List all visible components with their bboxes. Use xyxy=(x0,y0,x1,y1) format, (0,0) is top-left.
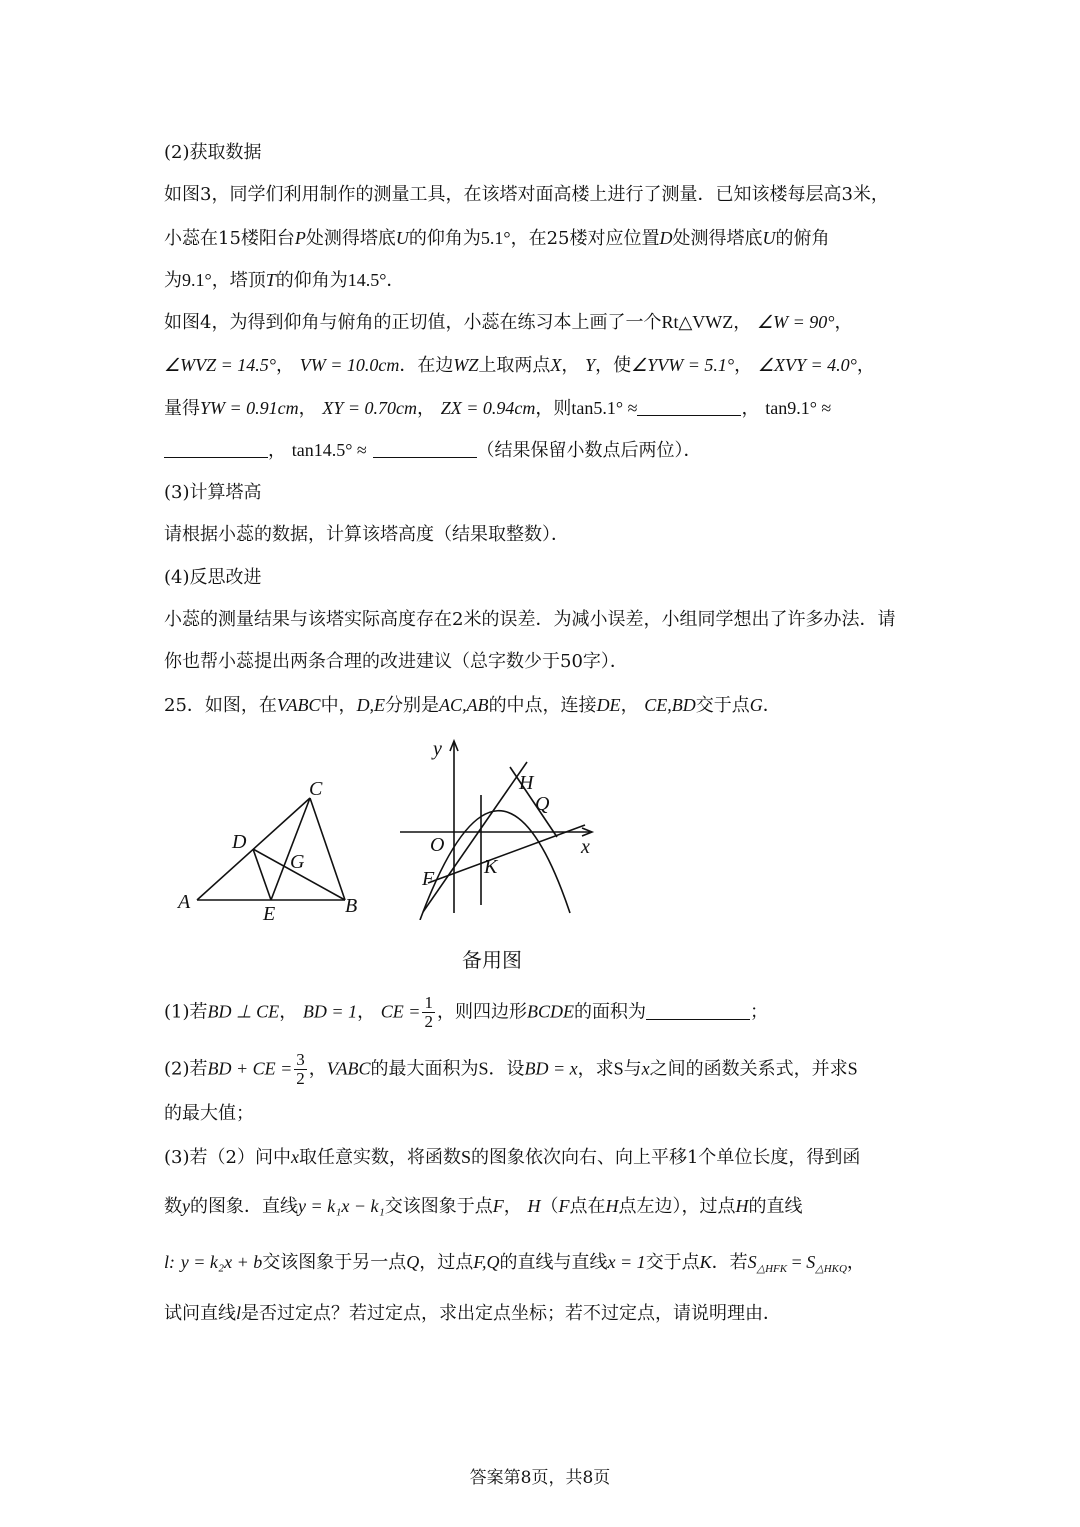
part2-text-line1: 如图3，同学们利用制作的测量工具，在该塔对面高楼上进行了测量．已知该楼每层高3米， xyxy=(164,184,889,205)
part4-title: (4)反思改进 xyxy=(164,567,262,588)
line-fq xyxy=(428,825,585,883)
answer-blank-tan51[interactable] xyxy=(637,397,741,416)
label-h: H xyxy=(519,772,534,794)
fig4-text-line2: ∠WVZ = 14.5°， VW = 10.0cm．在边WZ上取两点X， Y，使∠YVW = 5.1°， ∠XVY = 4.0°， xyxy=(164,355,875,376)
q25-part2: (2)若BD + CE = $\frac{3}{2}$ ，VABC的最大面积为S．设BD = x，求S与x之间的函数关系式，并求S xyxy=(164,1050,858,1088)
fig4-text-line4: ， tan14.5° ≈ （结果保留小数点后两位）． xyxy=(164,438,702,463)
figure-caption: 备用图 xyxy=(462,948,522,972)
part2-text-line2: 小蕊在15楼阳台P处测得塔底U的仰角为5.1°，在25楼对应位置D处测得塔底U的俯角 xyxy=(164,228,830,249)
q25-part2-line2: 的最大值； xyxy=(164,1103,254,1124)
label-g: G xyxy=(290,851,305,873)
label-y: y xyxy=(433,738,442,760)
answer-blank-tan91[interactable] xyxy=(164,439,268,458)
answer-blank-area[interactable] xyxy=(646,1001,750,1020)
fraction-three-halves: $\frac{3}{2}$ xyxy=(296,1050,305,1088)
part2-title: (2)获取数据 xyxy=(164,142,262,163)
label-f: F xyxy=(422,868,435,890)
label-e: E xyxy=(263,903,276,925)
label-b: B xyxy=(345,895,358,917)
part4-text-line1: 小蕊的测量结果与该塔实际高度存在2米的误差．为减小误差，小组同学想出了许多办法．请 xyxy=(164,609,896,630)
label-a: A xyxy=(178,891,191,913)
q25-part1: (1)若BD ⊥ CE， BD = 1， CE = $\frac{1}{2}$ ，则四边形BCDE的面积为 ； xyxy=(164,993,768,1031)
fig4-text-line1: 如图4，为得到仰角与俯角的正切值，小蕊在练习本上画了一个Rt△VWZ， ∠W = 90°， xyxy=(164,312,853,333)
fraction-one-half: $\frac{1}{2}$ xyxy=(424,993,433,1031)
answer-blank-tan145[interactable] xyxy=(373,439,477,458)
part2-text-line3: 为9.1°，塔顶T的仰角为14.5°． xyxy=(164,270,405,291)
label-o: O xyxy=(430,834,445,856)
line-hq xyxy=(510,767,557,837)
label-k: K xyxy=(484,856,498,878)
side-bc xyxy=(310,798,345,900)
q25-part3-line3: l: y = k₂x + b交该图象于另一点Q，过点F,Q的直线与直线x = 1交于点K．若$S_{\triangle HFK} = S_{\triangle HKQ}$， xyxy=(164,1252,865,1275)
label-d: D xyxy=(232,831,247,853)
triangle-figure xyxy=(170,770,370,930)
graph-figure xyxy=(395,735,605,920)
q25-part3-line2: 数y的图象．直线y = k₁x − k₁交该图象于点F， H（F点在H点左边），过点H的直线 xyxy=(164,1196,803,1217)
q25-part3-line1: (3)若（2）问中x取任意实数，将函数S的图象依次向右、向上平移1个单位长度，得到函 xyxy=(164,1147,861,1168)
part3-title: (3)计算塔高 xyxy=(164,482,262,503)
q25-part3-line4: 试问直线l是否过定点？若过定点，求出定点坐标；若不过定点，请说明理由． xyxy=(164,1303,782,1324)
fig4-text-line3: 量得YW = 0.91cm， XY = 0.70cm， ZX = 0.94cm，则tan5.1° ≈ ， tan9.1° ≈ xyxy=(164,398,832,419)
q25-stem: 25．如图，在VABC中，D,E分别是AC,AB的中点，连接DE， CE,BD交于点G． xyxy=(164,695,781,716)
label-q: Q xyxy=(535,793,550,815)
segment-ce xyxy=(271,798,310,900)
part4-text-line2: 你也帮小蕊提出两条合理的改进建议（总字数少于50字）． xyxy=(164,651,628,672)
part3-text: 请根据小蕊的数据，计算该塔高度（结果取整数）． xyxy=(164,524,569,545)
label-x: x xyxy=(581,836,590,858)
page-footer: 答案第8页，共8页 xyxy=(469,1468,611,1488)
label-c: C xyxy=(309,778,323,800)
